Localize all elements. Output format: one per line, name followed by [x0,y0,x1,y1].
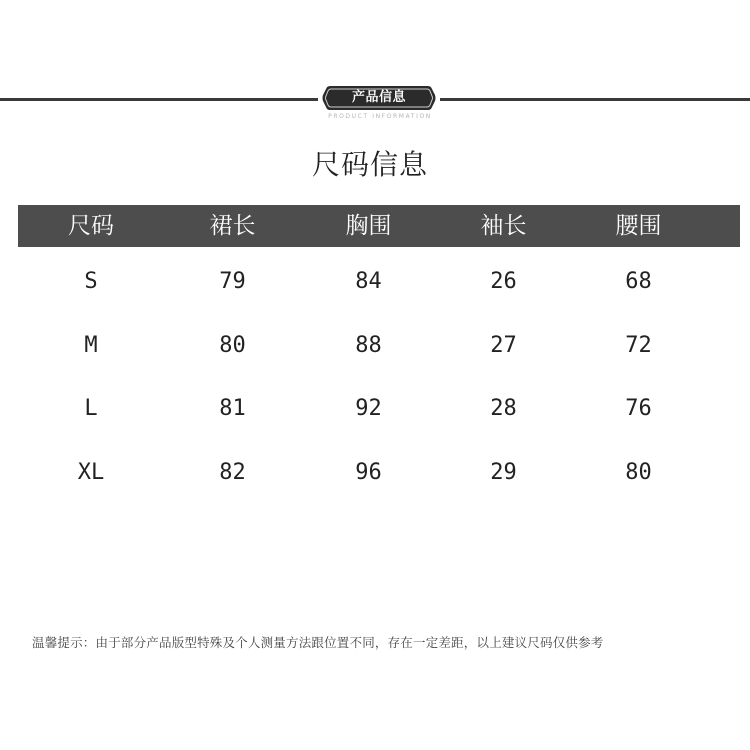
column-header-waist: 腰围 [615,213,662,239]
table-cell: 96 [355,459,382,485]
badge-label: 产品信息 [351,90,406,105]
table-cell: 79 [219,269,246,294]
table-cell: M [84,332,98,358]
column-header-size: 尺码 [68,213,114,239]
badge-subtitle: PRODUCT INFORMATION [328,113,432,120]
table-cell: S [84,269,98,294]
table-body [18,247,740,513]
table-cell: 80 [219,332,246,358]
size-table [18,205,740,513]
table-cell: 84 [355,269,382,294]
table-cell: L [84,396,98,421]
page-title: 尺码信息 [311,148,428,181]
table-cell: 68 [625,269,652,294]
table-cell: 76 [625,396,652,421]
table-cell: 82 [219,459,246,485]
table-cell: 28 [490,396,517,421]
table-row [18,259,740,323]
table-cell: 29 [490,459,517,485]
column-header-sleeve-length: 袖长 [480,213,527,239]
table-row [18,386,740,450]
table-row [18,323,740,387]
table-cell: 27 [490,332,517,358]
table-cell: 88 [355,332,382,358]
tip-note: 温馨提示：由于部分产品版型特殊及个人测量方法跟位置不同，存在一定差距，以上建议尺码仅供参考 [32,635,604,650]
table-cell: 81 [219,396,246,421]
table-header-row [18,205,740,247]
header-divider-left [0,98,318,101]
table-cell: 80 [625,459,652,485]
table-row [18,450,740,514]
column-header-bust: 胸围 [345,213,392,239]
header-divider-right [440,98,750,101]
table-cell: XL [77,459,105,485]
product-info-badge [322,85,436,111]
table-cell: 26 [490,269,517,294]
table-cell: 72 [625,332,652,358]
column-header-skirt-length: 裙长 [209,213,256,239]
table-cell: 92 [355,396,382,421]
